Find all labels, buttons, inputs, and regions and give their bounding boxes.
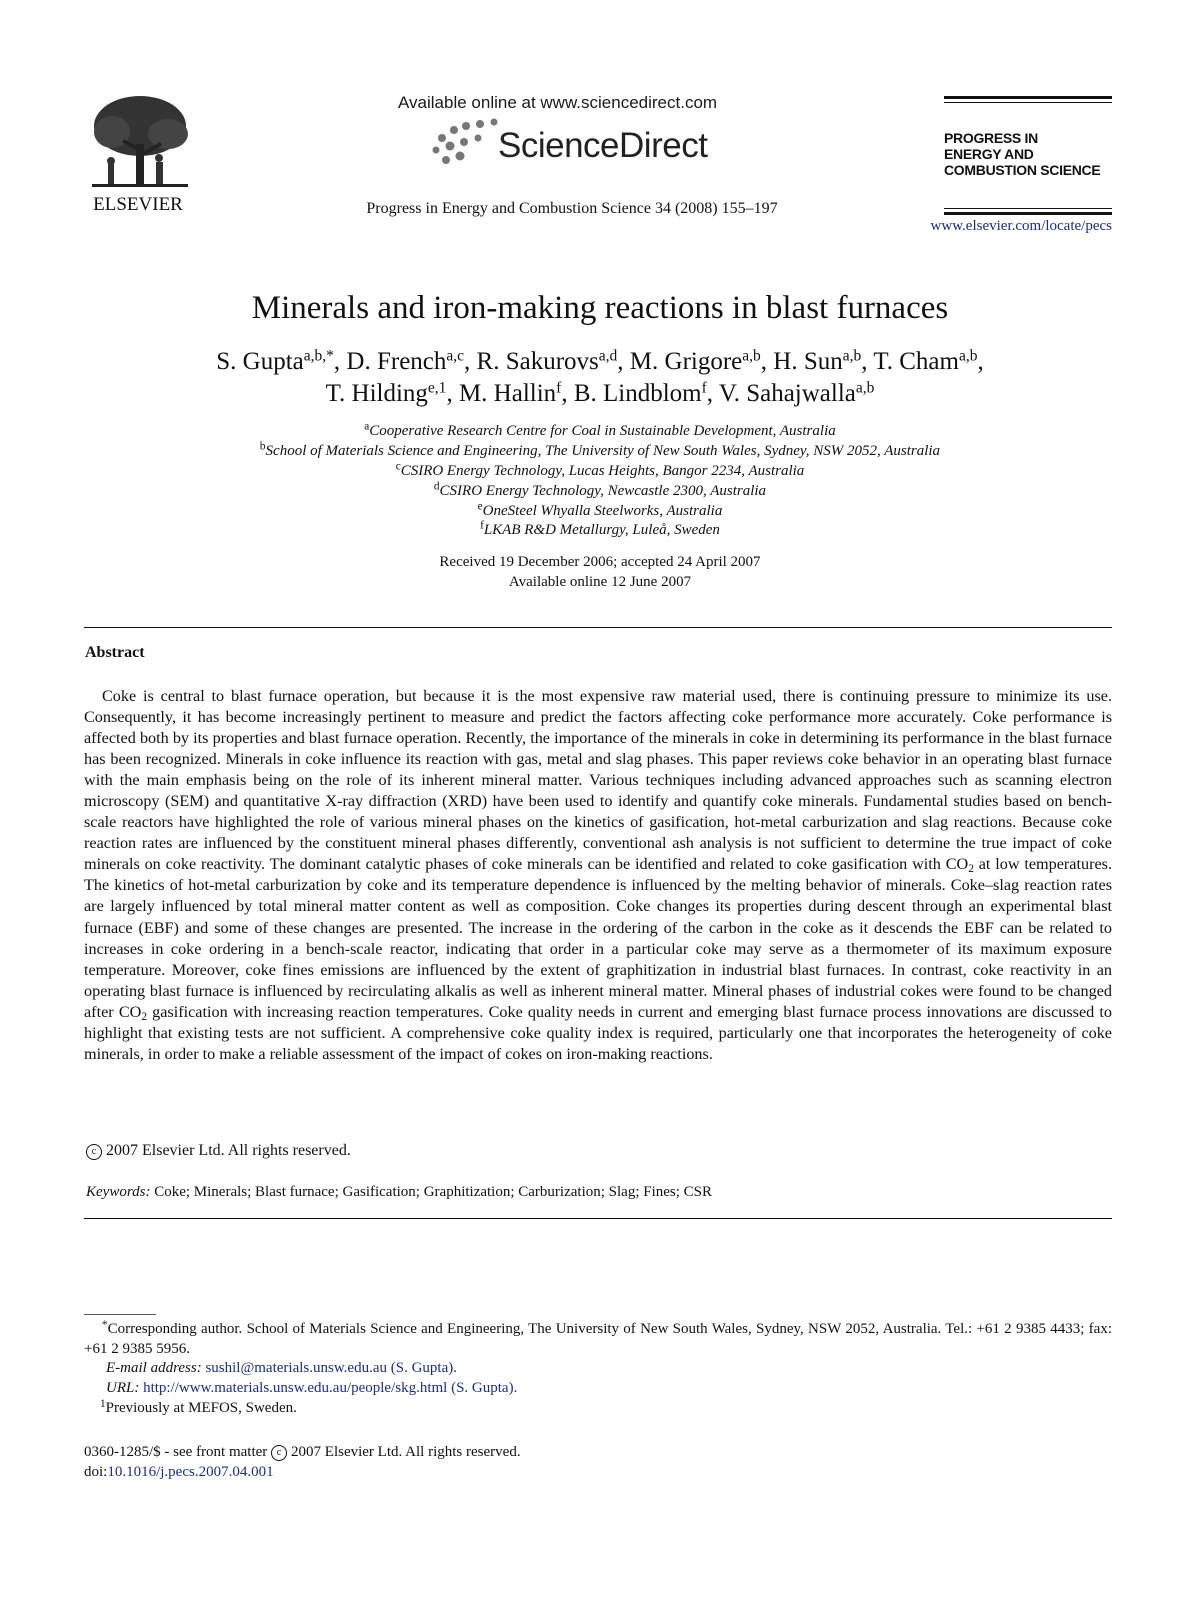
author-name: D. French <box>346 348 447 375</box>
journal-title-line: COMBUSTION SCIENCE <box>944 162 1101 178</box>
copyright-icon: c <box>271 1445 287 1461</box>
previous-affiliation-footnote <box>100 1397 297 1417</box>
author-sep: , <box>706 380 719 407</box>
abstract-body <box>84 686 1112 1065</box>
footnote-mark: 1 <box>100 1397 106 1410</box>
author-list-line-2 <box>0 380 1200 408</box>
author-name: R. Sakurovs <box>476 348 599 375</box>
author-sep: , <box>760 348 774 375</box>
author-sep: , <box>333 348 347 375</box>
footnote-rule <box>84 1314 156 1315</box>
journal-citation: Progress in Energy and Combustion Science 34 (2008) 155–197 <box>366 200 778 217</box>
keywords-text: Coke; Minerals; Blast furnace; Gasification; Graphitization; Carburization; Slag; Fines; CSR <box>154 1184 713 1200</box>
affiliation-mark: b <box>259 440 266 453</box>
issn-text: 0360-1285/$ - see front matter <box>84 1444 268 1460</box>
author-affil-mark: a,c <box>446 347 465 365</box>
abstract-rule-bottom <box>84 1218 1112 1219</box>
author-list-line-1 <box>0 348 1200 376</box>
copyright-text: 2007 Elsevier Ltd. All rights reserved. <box>106 1142 351 1159</box>
author-name: M. Grigore <box>629 348 743 375</box>
journal-rule-top-thin <box>944 102 1112 103</box>
affiliation-mark: a <box>364 420 370 433</box>
affiliation-text: OneSteel Whyalla Steelworks, Australia <box>482 503 723 519</box>
available-online-date: Available online 12 June 2007 <box>508 574 692 590</box>
available-online-text: Available online at www.sciencedirect.com <box>398 93 718 112</box>
abstract-heading: Abstract <box>85 644 145 661</box>
author-affil-mark: a,d <box>598 347 618 365</box>
subscript: 2 <box>141 1010 147 1023</box>
sciencedirect-wordmark: ScienceDirect <box>498 126 708 165</box>
elsevier-tree-logo-icon <box>82 92 194 214</box>
doi-label: doi: <box>84 1464 108 1480</box>
publisher-name: ELSEVIER <box>93 194 183 214</box>
author-name: T. Cham <box>873 348 959 375</box>
affiliation-text: LKAB R&D Metallurgy, Luleå, Sweden <box>483 522 720 538</box>
affiliation <box>0 440 1200 460</box>
author-name: M. Hallin <box>458 380 557 407</box>
author-sep: , <box>977 348 984 375</box>
journal-title <box>944 130 1119 178</box>
affiliation-text: CSIRO Energy Technology, Lucas Heights, Bangor 2234, Australia <box>400 463 805 479</box>
author-name: S. Gupta <box>216 348 304 375</box>
author-name: B. Lindblom <box>573 380 702 407</box>
keywords-label: Keywords: <box>86 1184 151 1200</box>
affiliation-mark: e <box>477 500 483 513</box>
abstract-text: Coke is central to blast furnace operation, but because it is the most expensive raw material used, there is continuing pressure to minimize its use. Consequently, it has become increasingly pertinent to measure and predict the factors affecting coke performance more accurately. Coke performance is affected both by its properties and blast furnace operation. Recently, the importance of the minerals in coke in determining its performance in the blast furnace has been recognized. Minerals in coke influence its reaction with gas, metal and slag phases. This paper reviews coke behavior in an operating blast furnace with the main emphasis being on the role of its inherent mineral matter. Various techniques including advanced approaches such as scanning electron microscopy (SEM) and quantitative X-ray diffraction (XRD) have been used to identify and quantify coke minerals. Fundamental studies based on bench-scale reactors have highlighted the role of various mineral phases on the kinetics of gasification, hot-metal carburization and slag reactions. Because coke reaction rates are influenced by the constituent mineral phases differently, conventional ash analysis is not sufficient to determine the true impact of coke minerals on coke reactivity. The dominant catalytic phases of coke minerals can be identified and related to coke gasification with CO <box>84 687 1112 874</box>
author-affil-mark: e,1 <box>427 379 447 397</box>
article-title: Minerals and iron-making reactions in blast furnaces <box>251 290 949 326</box>
author-sep: , <box>464 348 477 375</box>
affiliation <box>0 480 1200 500</box>
url-label: URL: <box>106 1380 140 1396</box>
affiliation-mark: c <box>395 460 401 473</box>
footnote-mark: * <box>102 1318 108 1331</box>
doi-line <box>84 1464 274 1481</box>
author-affil-mark: a,b <box>742 347 761 365</box>
front-matter-line <box>84 1444 521 1461</box>
author-affil-mark: a,b,* <box>303 347 334 365</box>
footnote-text: Previously at MEFOS, Sweden. <box>105 1400 297 1416</box>
email-link[interactable]: sushil@materials.unsw.edu.au (S. Gupta). <box>205 1360 457 1376</box>
journal-rule-top <box>944 96 1112 99</box>
author-affil-mark: a,b <box>855 379 875 397</box>
author-name: H. Sun <box>773 348 843 375</box>
author-affil-mark: f <box>556 379 562 397</box>
homepage-link[interactable]: http://www.materials.unsw.edu.au/people/skg.html (S. Gupta). <box>143 1380 518 1396</box>
affiliation-text: School of Materials Science and Engineering, The University of New South Wales, Sydney, NSW 2052, Australia <box>265 443 941 459</box>
copyright-icon: c <box>86 1144 102 1160</box>
journal-url-link[interactable]: www.elsevier.com/locate/pecs <box>930 218 1112 234</box>
journal-title-line: ENERGY AND <box>944 146 1034 162</box>
affiliation-text: CSIRO Energy Technology, Newcastle 2300, Australia <box>439 483 767 499</box>
journal-rule-bottom-thin <box>944 208 1112 209</box>
affiliation-mark: d <box>433 480 440 493</box>
received-dates: Received 19 December 2006; accepted 24 April 2007 <box>439 554 761 570</box>
copyright-text: 2007 Elsevier Ltd. All rights reserved. <box>291 1444 521 1460</box>
author-sep: , <box>617 348 630 375</box>
affiliation-mark: f <box>480 519 484 532</box>
author-affil-mark: a,b <box>958 347 978 365</box>
corresponding-author-footnote <box>84 1320 1112 1359</box>
url-footnote <box>106 1380 517 1397</box>
abstract-text: at low temperatures. The kinetics of hot-metal carburization by coke and its temperature dependence is influenced by the melting behavior of minerals. Coke–slag reaction rates are largely influenced by total mineral matter content as well as composition. Coke changes its properties during descent through an experimental blast furnace (EBF) and some of these changes are presented. The increase in the ordering of the carbon in the coke as it descends the EBF can be related to increases in coke ordering in a bench-scale reactor, indicating that order in a particular coke may serve as a thermometer of its maximum exposure temperature. Moreover, coke fines emissions are influenced by the extent of graphitization in industrial blast furnaces. In contrast, coke reactivity in an operating blast furnace is influenced by recirculating alkalis as well as inherent mineral matter. Mineral phases of industrial cokes were found to be changed after CO <box>84 855 1112 1021</box>
journal-title-line: PROGRESS IN <box>944 130 1038 146</box>
journal-rule-bottom <box>944 212 1112 215</box>
affiliation-text: Cooperative Research Centre for Coal in Sustainable Development, Australia <box>369 423 836 439</box>
subscript: 2 <box>968 863 974 876</box>
abstract-text: gasification with increasing reaction temperatures. Coke quality needs in current and emerging blast furnace process innovations are discussed to highlight that existing tests are not sufficient. A comprehensive coke quality index is required, particularly one that incorporates the heterogeneity of coke minerals, in order to make a reliable assessment of the impact of cokes on iron-making reactions. <box>84 1002 1112 1063</box>
affiliation <box>0 460 1200 480</box>
keywords <box>86 1184 712 1201</box>
abstract-copyright <box>86 1142 351 1160</box>
doi-link[interactable]: 10.1016/j.pecs.2007.04.001 <box>107 1464 274 1480</box>
author-affil-mark: a,b <box>842 347 862 365</box>
author-sep: , <box>561 380 574 407</box>
affiliation <box>0 500 1200 520</box>
email-label: E-mail address: <box>106 1360 202 1376</box>
author-sep: , <box>861 348 874 375</box>
author-sep: , <box>446 380 459 407</box>
affiliation <box>0 420 1200 440</box>
footnote-text: Corresponding author. School of Materials Science and Engineering, The University of New South Wales, Sydney, NSW 2052, Australia. Tel.: +61 2 9385 4433; fax: +61 2 9385 5956. <box>84 1321 1112 1357</box>
author-affil-mark: f <box>701 379 707 397</box>
abstract-rule-top <box>84 627 1112 628</box>
author-name: T. Hilding <box>325 380 428 407</box>
affiliation <box>0 519 1200 539</box>
email-footnote <box>106 1360 457 1377</box>
author-name: V. Sahajwalla <box>718 380 856 407</box>
